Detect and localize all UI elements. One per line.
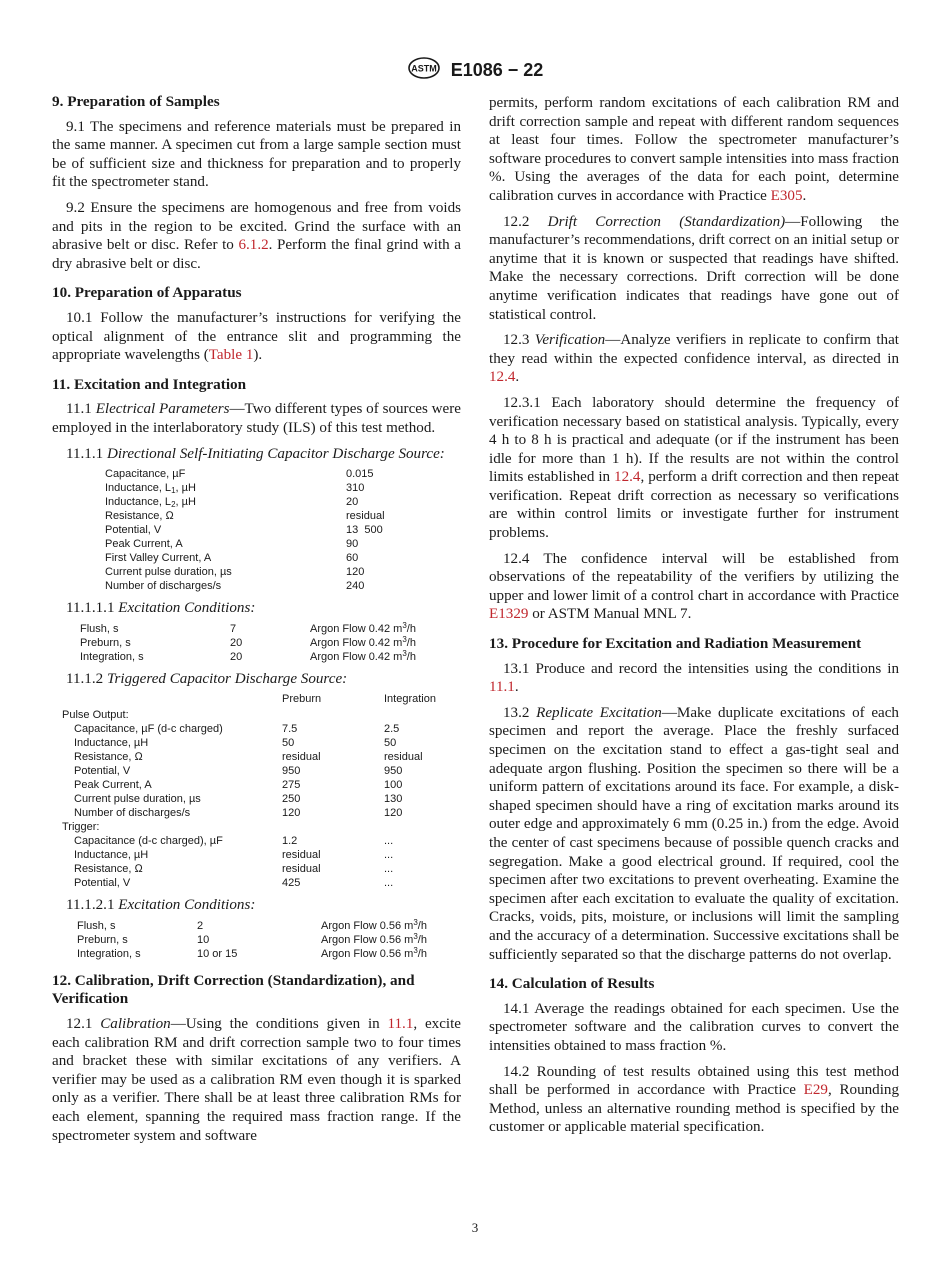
preburn-value: residual bbox=[282, 751, 321, 764]
flow-unit: /h bbox=[406, 622, 416, 635]
blank bbox=[282, 820, 384, 834]
label-text: Number of discharges/s bbox=[105, 580, 222, 593]
argon-flow bbox=[310, 622, 416, 636]
para-12-1-continued: permits, perform random excitations of each calibration RM and drift correction sample and repeat with different random sequences at least four times. Follow the spectrometer manufacturer’s software procedures to convert sample intensities into mass fraction %. Using the averages of the data for each point, determine calibration curves in accordance with Practice E305. bbox=[489, 95, 899, 204]
condition-value: 10 bbox=[197, 933, 210, 946]
label-text: Potential, V bbox=[105, 524, 162, 537]
section-14-title: 14. Calculation of Results bbox=[489, 975, 655, 993]
param-value: 20 bbox=[346, 496, 359, 509]
para-12-2: 12.2 Drift Correction (Standardization)—Following the manufacturer’s recommendations, drift correct on an initial setup or anytime that it is known or suspected that readings have shifted. Make the necessary corrections. Drift correction will be done anytime verification indicates that readings have gone out of statistical control. bbox=[489, 213, 900, 323]
param-label bbox=[105, 495, 346, 509]
argon-flow bbox=[310, 636, 416, 650]
param-value: 13 500 bbox=[346, 524, 383, 537]
argon-flow bbox=[321, 919, 427, 933]
param-label bbox=[105, 467, 346, 481]
table-row bbox=[105, 537, 385, 551]
table-row bbox=[62, 736, 436, 750]
param-label bbox=[105, 481, 346, 495]
table-row bbox=[62, 848, 436, 862]
condition-value: 2 bbox=[197, 919, 204, 932]
para-13-1: 13.1 Produce and record the intensities using the conditions in 11.1. bbox=[489, 660, 899, 696]
table-row bbox=[62, 862, 436, 876]
param-label bbox=[105, 523, 346, 537]
para-12-3: 12.3 Verification—Analyze verifiers in replicate to confirm that they read within the expected confidence interval, as directed in 12.4. bbox=[489, 332, 900, 386]
preburn-value: 120 bbox=[282, 807, 301, 820]
table-row bbox=[80, 650, 416, 664]
link-11-1[interactable]: 11.1 bbox=[387, 1016, 414, 1033]
param-value: 60 bbox=[346, 552, 359, 565]
group-label-pulse-output: Pulse Output: bbox=[62, 709, 129, 722]
flow-text: Argon Flow 0.56 m bbox=[321, 947, 414, 960]
link-table-1[interactable]: Table 1 bbox=[208, 347, 254, 364]
table-row bbox=[105, 579, 385, 593]
flow-exponent: 3 bbox=[413, 931, 418, 941]
param-label: Inductance, µH bbox=[74, 849, 149, 862]
link-12-4-b[interactable]: 12.4 bbox=[614, 469, 641, 486]
para-14-2: 14.2 Rounding of test results obtained using this test method shall be performed in accordance with Practice E29, Rounding Method, unless an alternative rounding method is specified by the customer or applicable material specification. bbox=[489, 1063, 899, 1136]
integration-value: 130 bbox=[384, 793, 403, 806]
label-text: First Valley Current, A bbox=[105, 552, 212, 565]
table-row bbox=[105, 509, 385, 523]
param-label: Potential, V bbox=[74, 765, 131, 778]
param-label: Peak Current, A bbox=[74, 779, 152, 792]
column-header-integration: Integration bbox=[384, 693, 436, 706]
argon-flow bbox=[321, 933, 427, 947]
flow-text: Argon Flow 0.42 m bbox=[310, 622, 403, 635]
link-e305[interactable]: E305 bbox=[770, 187, 803, 204]
table-row bbox=[62, 820, 436, 834]
param-label: Potential, V bbox=[74, 877, 131, 890]
para-12-1: 12.1 Calibration—Using the conditions given in 11.1, excite each calibration RM and drift correction sample two to four times and bracket these with similar excitations of any verifiers. A verifier may be used as a calibration RM even though it is sparked only as a verifier. There shall be at least three calibration RMs for each element, spanning the required mass fraction range. If the spectrometer system and software bbox=[52, 1016, 461, 1144]
preburn-value: 275 bbox=[282, 779, 301, 792]
link-11-1-b[interactable]: 11.1 bbox=[489, 679, 515, 696]
table-row bbox=[77, 933, 427, 947]
label-text: Inductance, L bbox=[105, 496, 172, 509]
condition-label: Preburn, s bbox=[80, 636, 131, 649]
table-row bbox=[62, 792, 436, 806]
para-14-1: 14.1 Average the readings obtained for each specimen. Use the spectrometer software and the calibration curves to convert the intensities obtained to mass fraction %. bbox=[489, 1000, 899, 1054]
param-label: Number of discharges/s bbox=[74, 807, 191, 820]
table-row bbox=[105, 467, 385, 481]
blank bbox=[384, 708, 436, 722]
header-blank bbox=[62, 692, 282, 706]
integration-value: 950 bbox=[384, 765, 403, 778]
flow-exponent: 3 bbox=[402, 620, 407, 630]
label-text: Current pulse duration, µs bbox=[105, 566, 232, 579]
param-label bbox=[105, 537, 346, 551]
param-value: residual bbox=[346, 510, 385, 523]
flow-text: Argon Flow 0.56 m bbox=[321, 919, 414, 932]
table-directional-source bbox=[105, 467, 385, 593]
preburn-value: 50 bbox=[282, 737, 295, 750]
integration-value: 2.5 bbox=[384, 723, 400, 736]
para-11-1-2: 11.1.2 Triggered Capacitor Discharge Source: bbox=[66, 670, 348, 687]
para-10-1: 10.1 Follow the manufacturer’s instructions for verifying the optical alignment of the entrance slit and programming the appropriate wavelengths (Table 1). bbox=[52, 309, 461, 364]
param-value: 120 bbox=[346, 566, 365, 579]
param-label bbox=[105, 565, 346, 579]
section-11-title: 11. Excitation and Integration bbox=[52, 375, 247, 393]
condition-label: Flush, s bbox=[80, 622, 119, 635]
section-13-title: 13. Procedure for Excitation and Radiation Measurement bbox=[489, 635, 862, 653]
table-row bbox=[62, 708, 436, 722]
param-label: Inductance, µH bbox=[74, 737, 149, 750]
preburn-value: 950 bbox=[282, 765, 301, 778]
integration-value: residual bbox=[384, 751, 423, 764]
condition-value: 20 bbox=[230, 636, 243, 649]
flow-exponent: 3 bbox=[402, 648, 407, 658]
label-subscript: 1 bbox=[171, 486, 176, 496]
param-value: 90 bbox=[346, 538, 359, 551]
param-label: Resistance, Ω bbox=[74, 863, 143, 876]
condition-label: Preburn, s bbox=[77, 933, 128, 946]
table-row bbox=[62, 806, 436, 820]
condition-value: 10 or 15 bbox=[197, 947, 238, 960]
table-row bbox=[62, 876, 436, 890]
param-label: Current pulse duration, µs bbox=[74, 793, 201, 806]
table-row bbox=[80, 622, 416, 636]
standard-code: E1086 − 22 bbox=[450, 60, 544, 80]
para-12-4: 12.4 The confidence interval will be established from observations of the repeatability of the verifiers by utilizing the upper and lower limit of a control chart in accordance with Practice E1329 or ASTM Manual MNL 7. bbox=[489, 550, 899, 623]
argon-flow bbox=[321, 947, 427, 961]
label-suffix: , µH bbox=[175, 482, 196, 495]
table-excitation-conditions-1 bbox=[80, 622, 416, 664]
label-text: Capacitance, µF bbox=[105, 468, 186, 481]
table-row bbox=[105, 523, 385, 537]
page-header bbox=[0, 56, 950, 85]
label-text: Peak Current, A bbox=[105, 538, 183, 551]
condition-label: Flush, s bbox=[77, 919, 116, 932]
preburn-value: 7.5 bbox=[282, 723, 298, 736]
param-value: 0.015 bbox=[346, 468, 374, 481]
table-row bbox=[62, 778, 436, 792]
argon-flow bbox=[310, 650, 416, 664]
label-text: Resistance, Ω bbox=[105, 510, 174, 523]
para-11-1-1-1: 11.1.1.1 Excitation Conditions: bbox=[66, 600, 256, 617]
para-12-3-1: 12.3.1 Each laboratory should determine the frequency of verification necessary based on statistical analysis. Typically, every 4 h to 8 h is practical and adequate (or if the instrument has been idle for more than 1 h). If the results are not within the control limits established in 12.4, perform a drift correction and then repeat verification. Repeat drift correction as necessary so verifications are within control limits or investigate further for instrument problems. bbox=[489, 394, 899, 542]
flow-text: Argon Flow 0.42 m bbox=[310, 650, 403, 663]
para-11-1-1: 11.1.1 Directional Self-Initiating Capacitor Discharge Source: bbox=[66, 445, 445, 462]
flow-unit: /h bbox=[406, 650, 416, 663]
table-triggered-source bbox=[62, 692, 436, 890]
preburn-value: residual bbox=[282, 849, 321, 862]
flow-text: Argon Flow 0.42 m bbox=[310, 636, 403, 649]
astm-logo-icon bbox=[407, 56, 441, 85]
table-row bbox=[62, 750, 436, 764]
link-e1329[interactable]: E1329 bbox=[489, 606, 529, 623]
param-label: Resistance, Ω bbox=[74, 751, 143, 764]
label-text: Inductance, L bbox=[105, 482, 172, 495]
flow-text: Argon Flow 0.56 m bbox=[321, 933, 414, 946]
table-excitation-conditions-2 bbox=[77, 919, 427, 961]
left-column bbox=[52, 93, 461, 1152]
param-label bbox=[105, 551, 346, 565]
section-10-title: 10. Preparation of Apparatus bbox=[52, 284, 242, 302]
condition-label: Integration, s bbox=[80, 650, 144, 663]
condition-value: 20 bbox=[230, 650, 243, 663]
integration-value: 50 bbox=[384, 737, 397, 750]
integration-value: ... bbox=[384, 835, 394, 848]
section-12-title: 12. Calibration, Drift Correction (Standardization), and Verification bbox=[52, 971, 415, 1008]
blank bbox=[282, 708, 384, 722]
table-row bbox=[62, 692, 436, 706]
table-row bbox=[105, 495, 385, 509]
table-row bbox=[80, 636, 416, 650]
integration-value: ... bbox=[384, 849, 394, 862]
table-row bbox=[77, 919, 427, 933]
link-6-1-2[interactable]: 6.1.2 bbox=[238, 237, 269, 254]
param-label bbox=[105, 579, 346, 593]
integration-value: 120 bbox=[384, 807, 403, 820]
flow-exponent: 3 bbox=[413, 917, 418, 927]
para-13-2: 13.2 Replicate Excitation—Make duplicate excitations of each specimen and report the average. Place the freshly surfaced specimen on the excitation stand to effect a gas-tight seal and adequate argon flushing. Position the specimen so there will be a uniform pattern of excitations around its face. For example, a disk-shaped specimen should have a ring of excitation marks around its outer edge and approximately 6 mm (0.25 in.) from the edge. Avoid the center of cast specimens because of possible quench cracks and segregation. Make a good electrical ground. If required, cool the specimen after two excitations to prevent overheating. Examine the specimen after each excitation to evaluate the quality of excitation. Cracks, voids, pits, moisture, or inclusions will limit the sampling and the accuracy of a determination. Successive excitations shall be sufficiently separated so that the discharge patterns do not overlap. bbox=[489, 704, 899, 963]
table-row bbox=[105, 481, 385, 495]
flow-unit: /h bbox=[417, 947, 427, 960]
right-column bbox=[489, 94, 899, 1144]
condition-value: 7 bbox=[230, 622, 237, 635]
flow-unit: /h bbox=[406, 636, 416, 649]
svg-text:ASTM: ASTM bbox=[410, 63, 437, 74]
preburn-value: 1.2 bbox=[282, 835, 298, 848]
page-number: 3 bbox=[471, 1220, 479, 1235]
label-suffix: , µH bbox=[175, 496, 196, 509]
group-label-trigger: Trigger: bbox=[62, 821, 100, 834]
param-value: 310 bbox=[346, 482, 365, 495]
label-subscript: 2 bbox=[171, 500, 176, 510]
flow-unit: /h bbox=[417, 933, 427, 946]
param-value: 240 bbox=[346, 580, 365, 593]
condition-label: Integration, s bbox=[77, 947, 141, 960]
section-9-title: 9. Preparation of Samples bbox=[52, 93, 220, 110]
table-row bbox=[77, 947, 427, 961]
para-11-1: 11.1 Electrical Parameters—Two different types of sources were employed in the interlaboratory study (ILS) of this test method. bbox=[52, 401, 461, 436]
flow-exponent: 3 bbox=[413, 945, 418, 955]
table-row bbox=[62, 722, 436, 736]
table-row bbox=[105, 565, 385, 579]
integration-value: ... bbox=[384, 863, 394, 876]
table-row bbox=[62, 764, 436, 778]
preburn-value: residual bbox=[282, 863, 321, 876]
blank bbox=[384, 820, 436, 834]
para-9-2: 9.2 Ensure the specimens are homogenous and free from voids and pits in the region to be excited. Grind the surface with an abrasive belt or disc. Refer to 6.1.2. Perform the final grind with a dry abrasive belt or disc. bbox=[52, 199, 462, 272]
table-row bbox=[62, 834, 436, 848]
param-label: Capacitance, µF (d-c charged) bbox=[74, 723, 223, 736]
preburn-value: 425 bbox=[282, 877, 301, 890]
param-label bbox=[105, 509, 346, 523]
preburn-value: 250 bbox=[282, 793, 301, 806]
link-e29[interactable]: E29 bbox=[803, 1082, 828, 1099]
para-11-1-2-1: 11.1.2.1 Excitation Conditions: bbox=[66, 897, 256, 914]
integration-value: 100 bbox=[384, 779, 403, 792]
column-header-preburn: Preburn bbox=[282, 693, 322, 706]
table-row bbox=[105, 551, 385, 565]
param-label: Capacitance (d-c charged), µF bbox=[74, 835, 223, 848]
para-9-1: 9.1 The specimens and reference materials must be prepared in the same manner. A specimen cut from a large sample section must be of sufficient size and thickness for preparation and to properly fit the spectrometer stand. bbox=[52, 118, 461, 191]
integration-value: ... bbox=[384, 877, 394, 890]
flow-exponent: 3 bbox=[402, 634, 407, 644]
link-12-4[interactable]: 12.4 bbox=[489, 369, 516, 386]
flow-unit: /h bbox=[417, 919, 427, 932]
